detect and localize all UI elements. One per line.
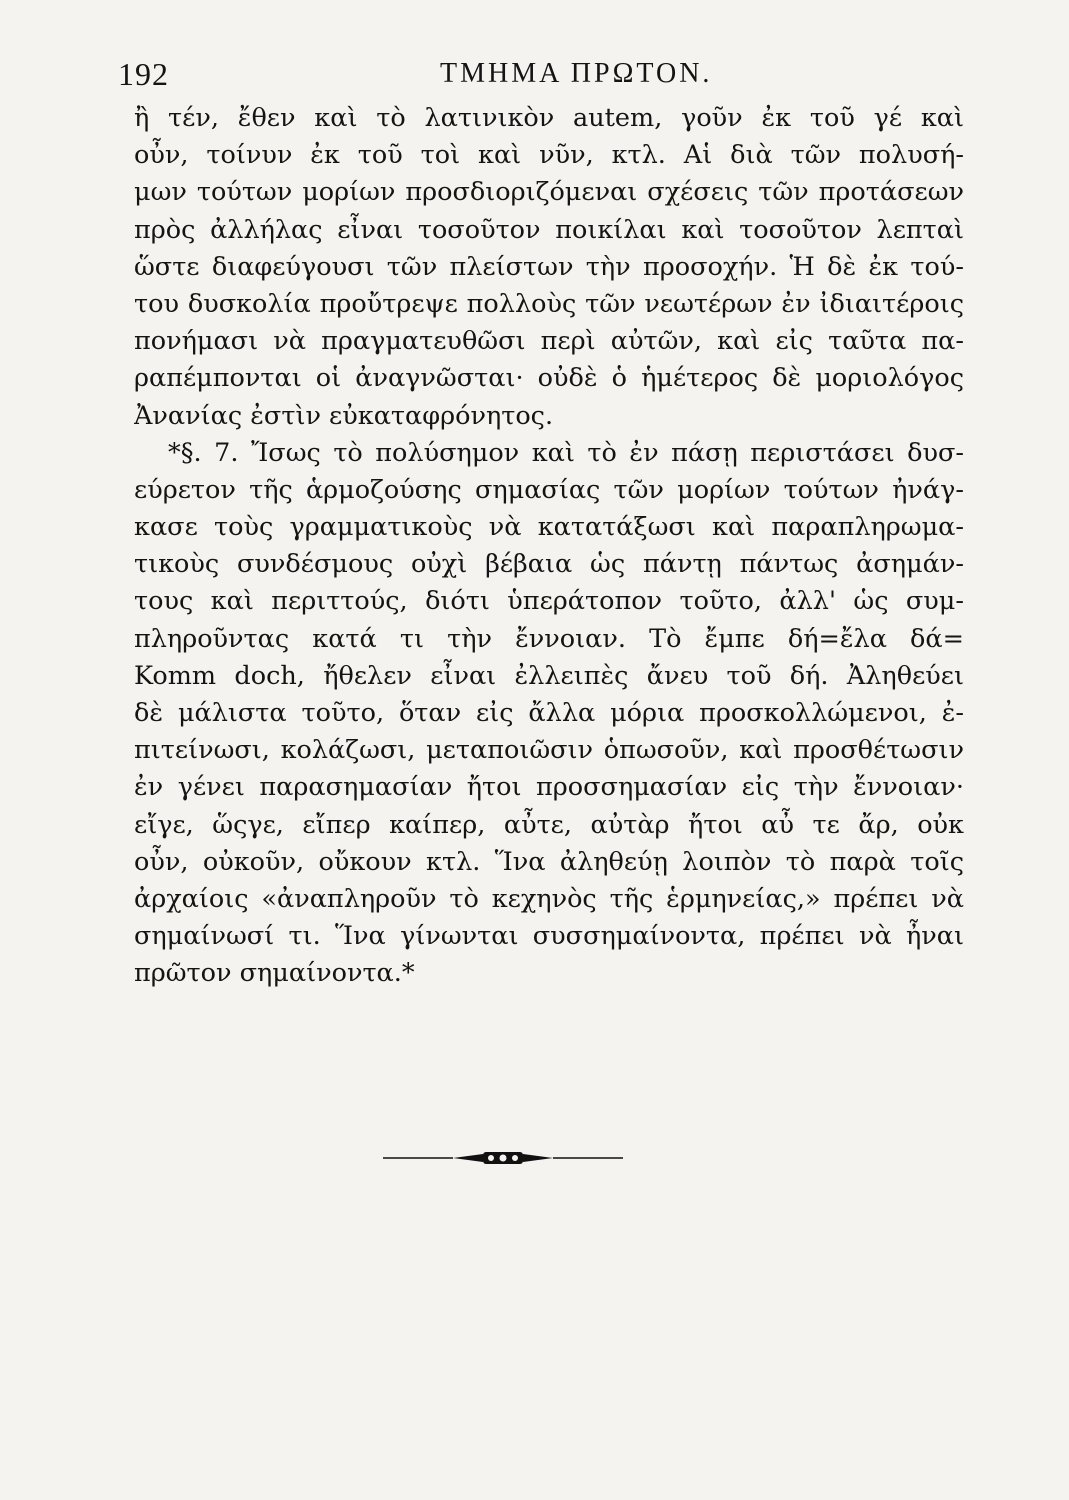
text-line: μων τούτων μορίων προσδιοριζόμεναι σχέσεις τῶν προτάσεων	[134, 177, 964, 208]
text-line: πρὸς ἀλλήλας εἶναι τοσοῦτον ποικίλαι καὶ τοσοῦτον λεπταὶ	[134, 214, 964, 245]
section-7-heading-line: *§. 7. Ἴσως τὸ πολύσημον καὶ τὸ ἐν πάσῃ περιστάσει δυσ-	[168, 437, 964, 468]
text-line: πληροῦντας κατά τι τὴν ἔννοιαν. Τὸ ἔμπε δή=ἔλα δά=	[134, 623, 964, 654]
body-text	[134, 100, 964, 993]
text-line: σημαίνωσί τι. Ἵνα γίνωνται συσσημαίνοντα, πρέπει νὰ ἦναι	[134, 921, 964, 952]
text-line: πονήμασι νὰ πραγματευθῶσι περὶ αὐτῶν, καὶ εἰς ταῦτα πα-	[134, 326, 964, 357]
page-header	[118, 56, 978, 96]
text-line: ἐν γένει παρασημασίαν ἤτοι προσσημασίαν εἰς τὴν ἔννοιαν·	[134, 772, 964, 803]
text-line: ἢ τέν, ἔθεν καὶ τὸ λατινικὸν autem, γοῦν ἐκ τοῦ γέ καὶ	[134, 103, 964, 133]
text-line: πιτείνωσι, κολάζωσι, μεταποιῶσιν ὁπωσοῦν, καὶ προσθέτωσιν	[134, 735, 964, 766]
text-line: δὲ μάλιστα τοῦτο, ὅταν εἰς ἄλλα μόρια προσκολλώμενοι, ἐ-	[134, 698, 964, 728]
text-line: τους καὶ περιττούς, διότι ὑπεράτοπον τοῦτο, ἀλλ' ὡς συμ-	[134, 586, 964, 617]
text-line: οὖν, οὐκοῦν, οὔκουν κτλ. Ἵνα ἀληθεύῃ λοιπὸν τὸ παρὰ τοῖς	[134, 846, 964, 877]
text-line: κασε τοὺς γραμματικοὺς νὰ κατατάξωσι καὶ παραπληρωμα-	[134, 512, 964, 543]
paragraph-end-line: Ἀνανίας ἐστὶν εὐκαταφρόνητος.	[134, 400, 554, 431]
section-end-ornament	[383, 1148, 623, 1168]
text-line: Komm doch, ἤθελεν εἶναι ἐλλειπὲς ἄνευ τοῦ δή. Ἀληθεύει	[134, 660, 964, 691]
text-line: οὖν, τοίνυν ἐκ τοῦ τοὶ καὶ νῦν, κτλ. Αἱ διὰ τῶν πολυσή-	[134, 140, 964, 171]
text-line: εύρετον τῆς ἁρμοζούσης σημασίας τῶν μορίων τούτων ἠνάγ-	[134, 474, 964, 505]
text-line: του δυσκολία προὔτρεψε πολλοὺς τῶν νεωτέρων ἐν ἰδιαιτέροις	[134, 288, 964, 319]
text-line: ραπέμπονται οἱ ἀναγνῶσται· οὐδὲ ὁ ἡμέτερος δὲ μοριολόγος	[134, 363, 964, 394]
text-line: ἀρχαίοις «ἀναπληροῦν τὸ κεχηνὸς τῆς ἑρμηνείας,» πρέπει νὰ	[134, 883, 964, 914]
page-number: 192	[118, 56, 169, 92]
text-line: ὥστε διαφεύγουσι τῶν πλείστων τὴν προσοχήν. Ἡ δὲ ἐκ τού-	[134, 251, 964, 282]
paragraph-end-line: πρῶτον σημαίνοντα.*	[134, 958, 415, 989]
running-head-title: ΤΜΗΜΑ ΠΡΩΤΟΝ.	[440, 58, 713, 89]
text-line: τικοὺς συνδέσμους οὐχὶ βέβαια ὡς πάντῃ πάντως ἀσημάν-	[134, 549, 964, 580]
text-line: εἴγε, ὥςγε, εἴπερ καίπερ, αὖτε, αὐτὰρ ἤτοι αὖ τε ἄρ, οὐκ	[134, 809, 964, 840]
